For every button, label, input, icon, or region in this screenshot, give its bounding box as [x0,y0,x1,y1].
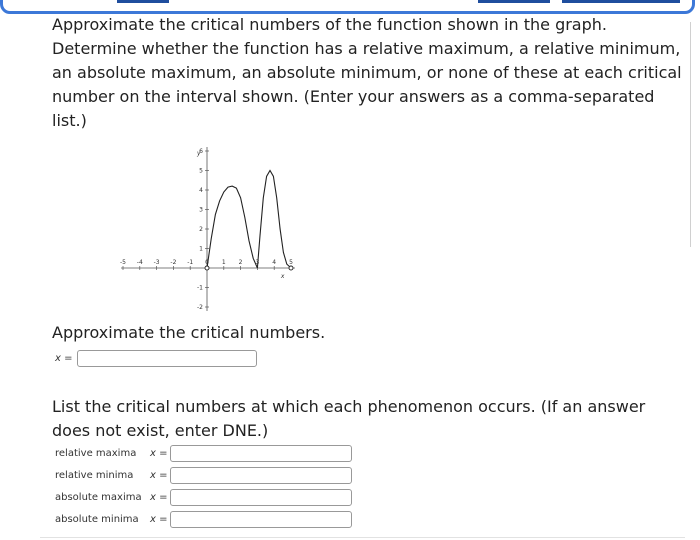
critical-numbers-input[interactable] [77,350,257,367]
endpoint-marker [205,266,209,270]
critical-numbers-row [55,350,257,367]
relative-maxima-input[interactable] [170,445,352,462]
relative-minima-label: relative minima [55,469,134,481]
absolute-maxima-row [55,488,352,506]
endpoint-marker [289,266,293,270]
y-tick-label: -2 [197,304,203,311]
x-equals-label: x = [150,513,168,525]
absolute-minima-label: absolute minima [55,513,139,525]
absolute-minima-row [55,510,352,528]
x-axis-label: x [280,273,285,280]
absolute-minima-input[interactable] [170,511,352,528]
x-tick-label: 1 [221,259,226,266]
relative-minima-input[interactable] [170,467,352,484]
relative-minima-row [55,466,352,484]
phenomena-title: List the critical numbers at which each phenomenon occurs. (If an answer does not exist, enter DNE.) [52,397,646,440]
tab-indicator-2[interactable] [478,0,550,3]
tab-indicator-1[interactable] [117,0,169,3]
x-tick-label: 2 [238,259,243,266]
scrollbar-edge [690,22,691,247]
x-tick-label: -4 [136,259,143,266]
y-tick-label: -1 [197,284,203,292]
y-tick-label: 2 [199,226,203,233]
critical-numbers-title: Approximate the critical numbers. [52,323,326,342]
x-equals-label: x = [55,353,73,364]
bottom-divider [40,537,685,538]
x-tick-label: -3 [153,259,160,266]
y-axis-label: y [197,150,201,157]
x-tick-label: 5 [289,259,293,266]
absolute-maxima-label: absolute maxima [55,491,142,503]
x-tick-label: -5 [120,259,126,266]
x-equals-label: x = [150,491,168,503]
question-text: Approximate the critical numbers of the function shown in the graph. Determine whether the function has a relative maximum, a relative minimum, an absolute maximum, an absolute minimum, or none of these at each critical number on the interval shown. (Enter your answers as a comma-separated list.) [52,15,682,130]
x-equals-label: x = [150,469,168,481]
relative-maxima-label: relative maxima [55,447,137,459]
x-equals-label: x = [150,447,168,459]
absolute-maxima-input[interactable] [170,489,352,506]
y-tick-label: 6 [199,148,203,155]
y-tick-label: 4 [199,187,203,194]
tab-indicator-3[interactable] [562,0,680,3]
x-tick-label: 4 [272,259,277,266]
y-tick-label: 1 [199,245,203,253]
y-tick-label: 5 [199,167,203,175]
top-tabs [0,0,700,3]
x-tick-label: 0 [205,259,209,266]
x-tick-label: -1 [187,259,194,266]
function-graph [120,138,320,318]
x-tick-label: -2 [170,259,177,266]
relative-maxima-row [55,444,352,462]
y-tick-label: 3 [199,206,203,214]
x-tick-label: 3 [255,259,260,266]
function-curve [207,171,291,269]
